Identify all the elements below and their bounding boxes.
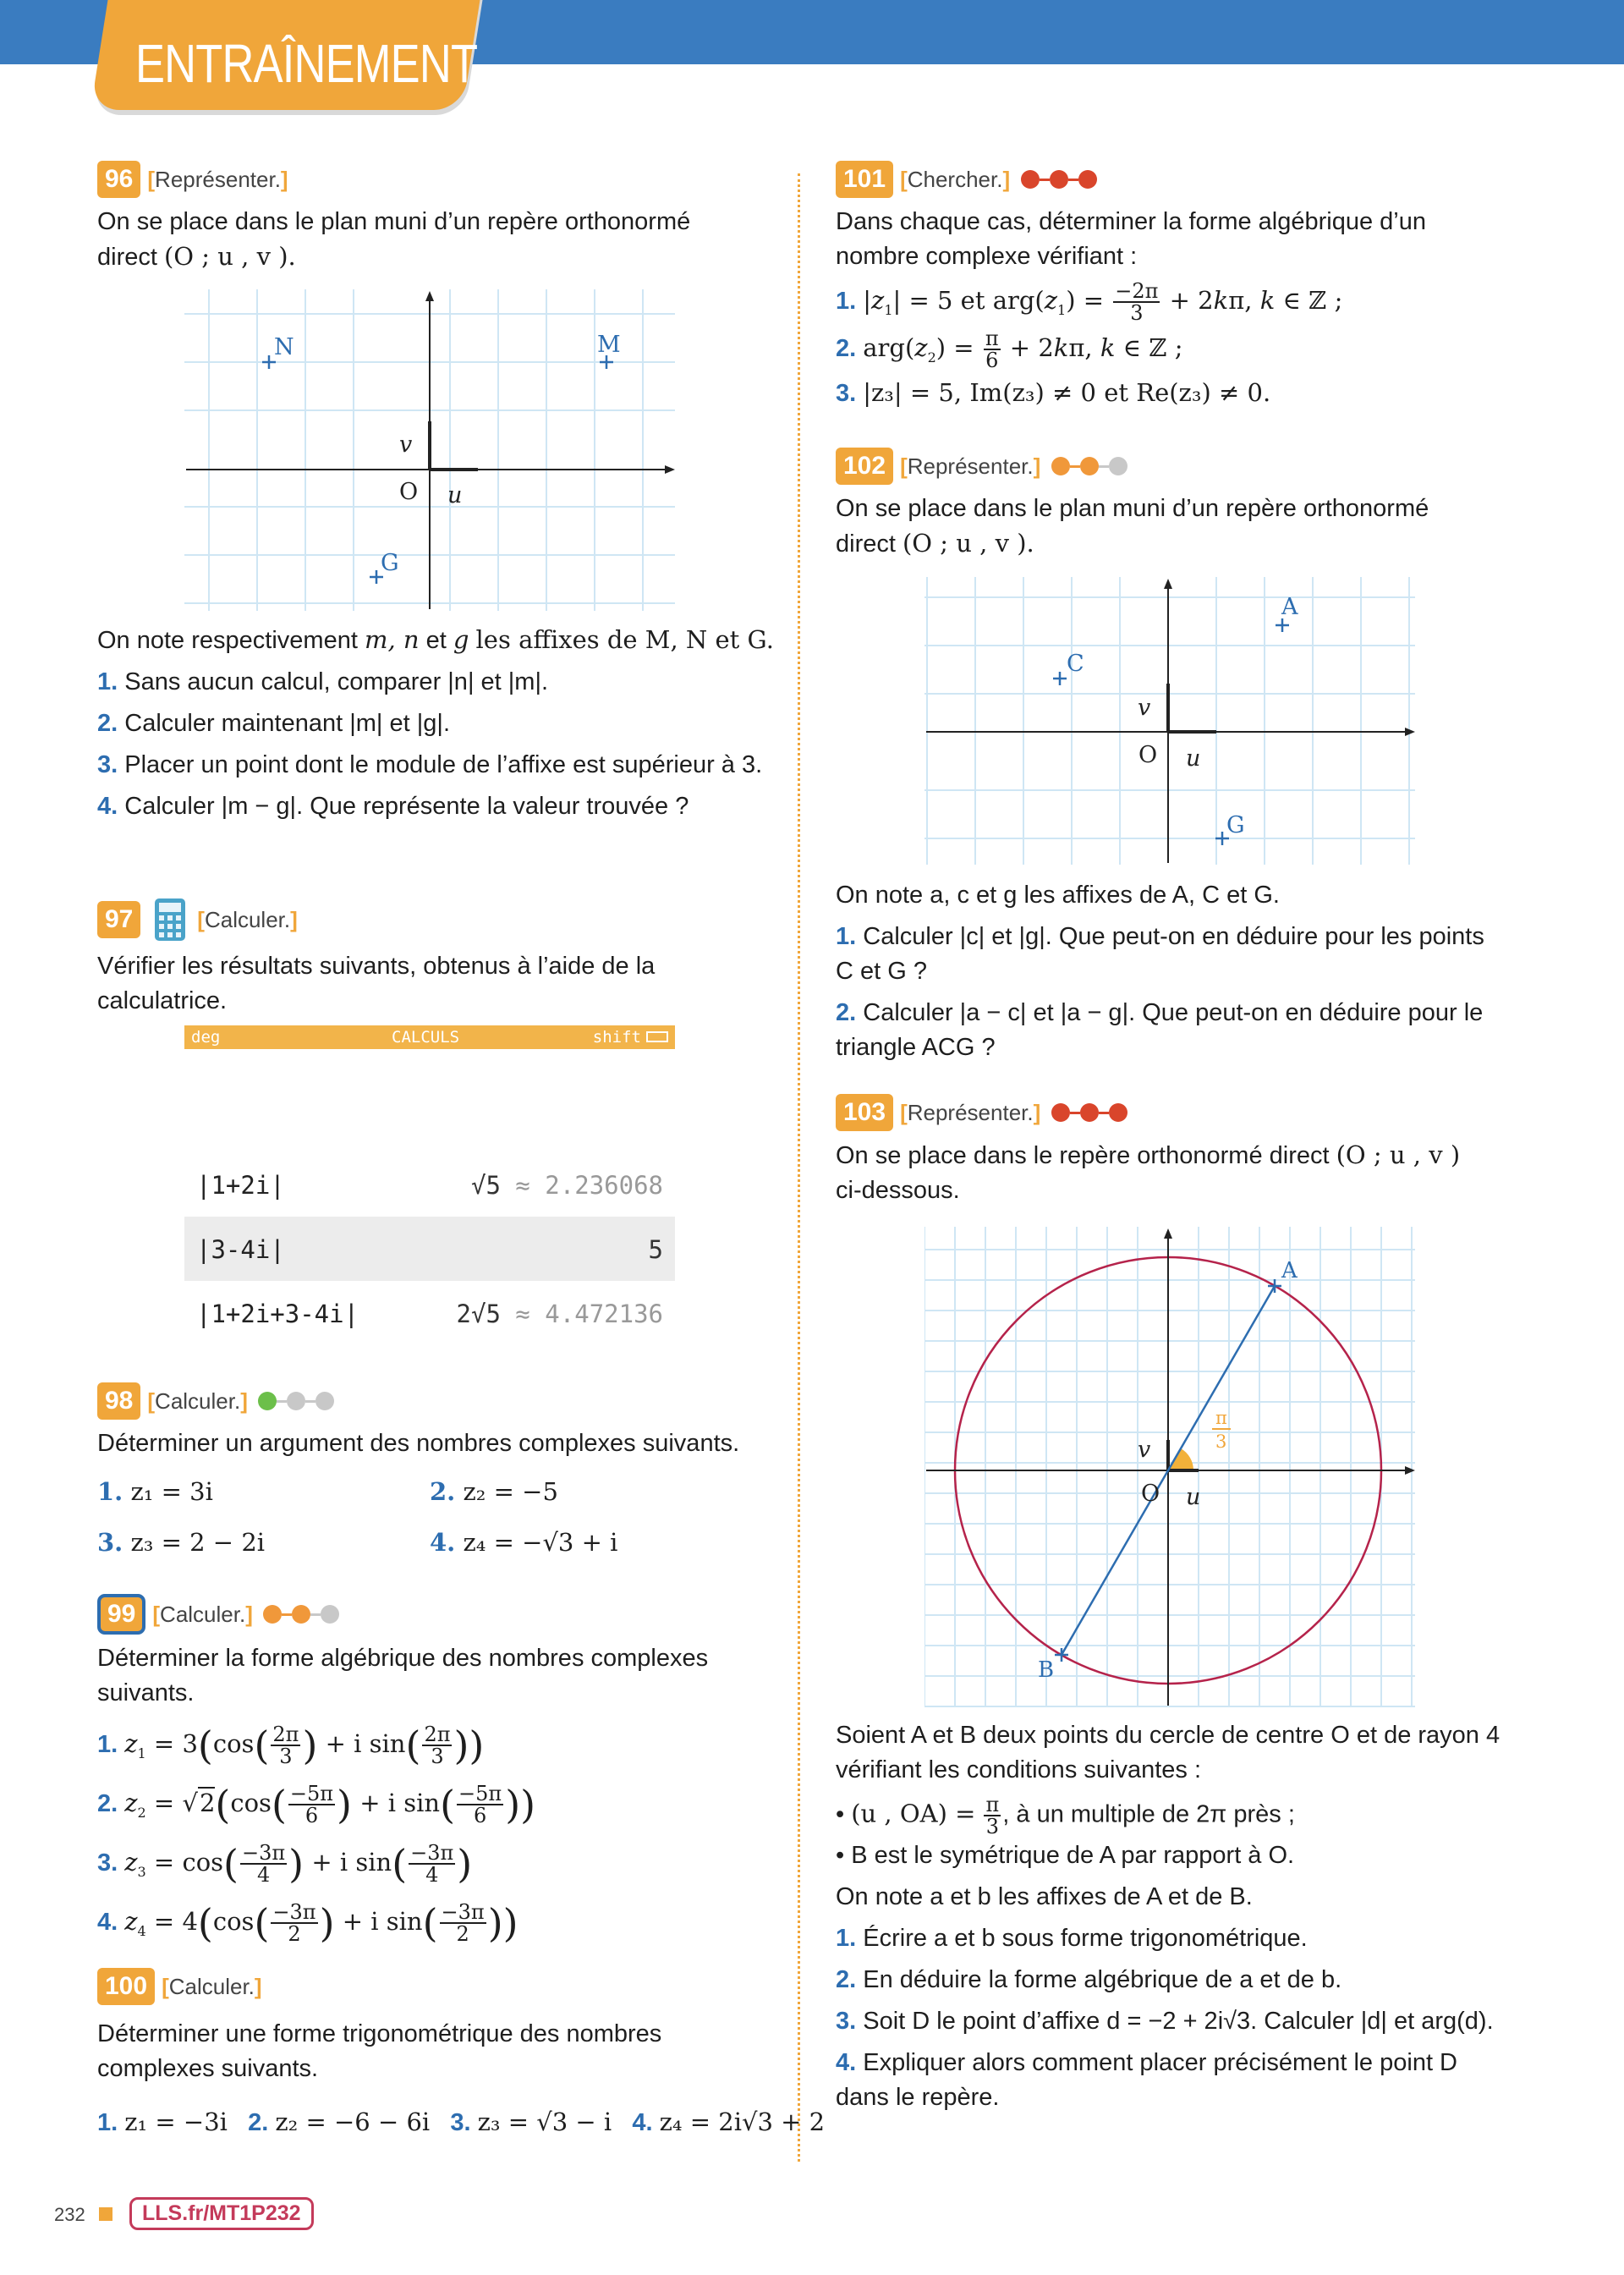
difficulty-indicator — [1051, 457, 1127, 475]
point-label-g: G — [381, 550, 399, 576]
exercise-number: 97 — [97, 901, 140, 938]
question-1: 1. Sans aucun calcul, comparer |n| et |m|. — [97, 668, 549, 695]
question-1: 1. Écrire a et b sous forme trigonométrique. — [836, 1925, 1308, 1952]
difficulty-indicator — [263, 1605, 339, 1624]
exercise-number: 100 — [97, 1968, 155, 2005]
question-list: 1. z₁ = −3i 2. z₂ = −6 − 6i 3. z₃ = √3 − i 4. z₄ = 2i√3 + 2 — [97, 2107, 826, 2136]
calc-row: |3-4i| 5 — [184, 1217, 675, 1281]
calc-row: |1+2i+3-4i| 2√5 ≈ 4.472136 — [184, 1281, 675, 1345]
exercise-102 — [836, 448, 1538, 562]
question-2: 2. $z_2 = √2(\cos$( $\frac{-5\pi}{6}$ ) + i sin( $\frac{-5\pi}{6}$ )) — [97, 1782, 536, 1827]
exercise-intro: On se place dans le repère orthonormé direct (O ; u , v ) ci-dessous. — [836, 1140, 1461, 1204]
question-2: 2. z₂ = −5 — [430, 1477, 558, 1506]
question-1: 1. $|z_1| = 5$ et $arg(z_1)$ = $\frac{-2\pi}{3}$ + 2kπ, k ∈ ℤ ; — [836, 279, 1343, 325]
origin-label: O — [399, 479, 419, 505]
question-2: 2. $arg(z_2)$ = $\frac{\pi}{6}$ + 2kπ, k ∈ ℤ ; — [836, 327, 1183, 372]
vector-u-label: u — [1186, 745, 1201, 772]
point-label-m: M — [597, 332, 621, 358]
exercise-tag: [ Représenter. ] — [147, 167, 288, 192]
question-4: 4. $z_4 = 4(\cos$( $\frac{-3\pi}{2}$ ) + i sin( $\frac{-3\pi}{2}$ )) — [97, 1900, 518, 1946]
battery-icon — [646, 1031, 668, 1042]
question-1: 1. $z_1 = 3(\cos$( $\frac{2\pi}{3}$ ) + i sin( $\frac{2\pi}{3}$ )) — [97, 1723, 485, 1768]
note-102: On note a, c et g les affixes de A, C et G. — [836, 882, 1280, 909]
exercise-number: 103 — [836, 1094, 893, 1131]
exercise-100 — [97, 1968, 826, 2140]
calculator-header: deg CALCULS shift — [184, 1025, 675, 1049]
question-3: 3. z₃ = 2 − 2i — [97, 1528, 266, 1557]
question-4: 4. Expliquer alors comment placer précisément le point D dans le repère. — [836, 2049, 1458, 2111]
origin-label: O — [1141, 1481, 1160, 1507]
exercise-text: Dans chaque cas, déterminer la forme algébrique d’un nombre complexe vérifiant : — [836, 208, 1427, 270]
difficulty-indicator — [1021, 170, 1097, 189]
calc-row: |1+2i| √5 ≈ 2.236068 — [184, 1152, 675, 1217]
note-103: On note a et b les affixes de A et de B. — [836, 1883, 1253, 1910]
question-2: 2. Calculer |a − c| et |a − g|. Que peut-on en déduire pour le triangle ACG ? — [836, 999, 1484, 1061]
exercise-tag: [ Calculer. ] — [162, 1974, 262, 1999]
footer-link[interactable]: LLS.fr/MT1P232 — [129, 2197, 314, 2230]
exercise-intro: On se place dans le plan muni d’un repère orthonormé direct (O ; u , v ). — [836, 495, 1429, 558]
question-4: 4. z₄ = −√3 + i — [430, 1528, 618, 1557]
exercise-tag: [ Calculer. ] — [147, 1388, 248, 1414]
question-3: 3. |z₃| = 5, Im(z₃) ≠ 0 et Re(z₃) ≠ 0. — [836, 378, 1271, 407]
angle-numerator: π — [1215, 1408, 1227, 1428]
exercise-text: Déterminer un argument des nombres complexes suivants. — [97, 1430, 740, 1457]
angle-denominator: 3 — [1215, 1431, 1227, 1452]
page-number: 232 — [54, 2204, 85, 2225]
exercise-98 — [97, 1382, 782, 1569]
question-4: 4. Calculer |m − g|. Que représente la valeur trouvée ? — [97, 793, 689, 820]
question-3: 3. Placer un point dont le module de l’affixe est supérieur à 3. — [97, 751, 763, 778]
exercise-99 — [97, 1594, 782, 1948]
point-label-g: G — [1226, 812, 1245, 838]
point-label-n: N — [274, 334, 294, 360]
vector-u-label: u — [1186, 1484, 1201, 1510]
text-103: Soient A et B deux points du cercle de centre O et de rayon 4 vérifiant les conditions suivantes : — [836, 1722, 1501, 1783]
bullet-1: • (u , OA) = $\frac{\pi}{3}$ , à un multiple de 2π près ; — [836, 1793, 1295, 1838]
calculator-icon — [153, 897, 187, 942]
exercise-tag: [ Représenter. ] — [900, 453, 1040, 479]
exercise-102-questions — [836, 878, 1538, 1065]
exercise-tag: [ Calculer. ] — [197, 907, 298, 932]
exercise-tag: [ Calculer. ] — [152, 1602, 253, 1627]
exercise-96-questions — [97, 623, 782, 824]
graph-103 — [924, 1227, 1417, 1707]
exercise-number: 96 — [97, 161, 140, 198]
exercise-text: Déterminer une forme trigonométrique des nombres complexes suivants. — [97, 2020, 662, 2082]
exercise-text: Déterminer la forme algébrique des nombres complexes suivants. — [97, 1645, 709, 1706]
vector-v-label: v — [1138, 695, 1151, 721]
exercise-text: Vérifier les résultats suivants, obtenus à l’aide de la calculatrice. — [97, 953, 656, 1014]
vector-v-label: v — [399, 431, 413, 458]
question-1: 1. z₁ = 3i — [97, 1477, 213, 1506]
exercise-101 — [836, 161, 1538, 411]
point-label-a: A — [1281, 1258, 1298, 1283]
point-label-c: C — [1067, 651, 1084, 677]
exercise-number: 99 — [97, 1594, 145, 1635]
column-divider — [798, 173, 800, 2162]
graph-96 — [184, 289, 677, 611]
calculator-screen — [184, 1025, 675, 1337]
vector-u-label: u — [447, 482, 463, 508]
point-label-a: A — [1281, 594, 1298, 620]
exercise-tag: [ Chercher. ] — [900, 167, 1010, 192]
difficulty-indicator — [258, 1392, 334, 1410]
note-96: On note respectivement m, n et g les affixes de M, N et G. — [97, 625, 774, 654]
point-label-b: B — [1038, 1657, 1055, 1683]
origin-label: O — [1138, 742, 1158, 768]
exercise-103 — [836, 1094, 1538, 1208]
graph-102 — [924, 577, 1417, 865]
exercise-tag: [ Représenter. ] — [900, 1100, 1040, 1125]
question-3: 3. Soit D le point d’affixe d = −2 + 2i√3. Calculer |d| et arg(d). — [836, 2008, 1494, 2035]
vector-v-label: v — [1138, 1437, 1151, 1463]
exercise-number: 98 — [97, 1382, 140, 1420]
exercise-96 — [97, 161, 774, 275]
exercise-number: 101 — [836, 161, 893, 198]
footer-marker — [99, 2207, 112, 2221]
question-1: 1. Calculer |c| et |g|. Que peut-on en déduire pour les points C et G ? — [836, 923, 1484, 985]
exercise-103-questions — [836, 1718, 1538, 2115]
bullet-2: • B est le symétrique de A par rapport à O. — [836, 1842, 1295, 1869]
question-3: 3. $z_3 = \cos$( $\frac{-3\pi}{4}$ ) + i sin( $\frac{-3\pi}{4}$ ) — [97, 1841, 473, 1887]
exercise-number: 102 — [836, 448, 893, 485]
section-title: ENTRAÎNEMENT — [135, 33, 478, 94]
exercise-intro: On se place dans le plan muni d’un repère orthonormé direct (O ; u , v ). — [97, 208, 691, 271]
question-2: 2. Calculer maintenant |m| et |g|. — [97, 710, 450, 737]
exercise-97 — [97, 897, 774, 1019]
question-2: 2. En déduire la forme algébrique de a et de b. — [836, 1966, 1342, 1993]
difficulty-indicator — [1051, 1103, 1127, 1122]
